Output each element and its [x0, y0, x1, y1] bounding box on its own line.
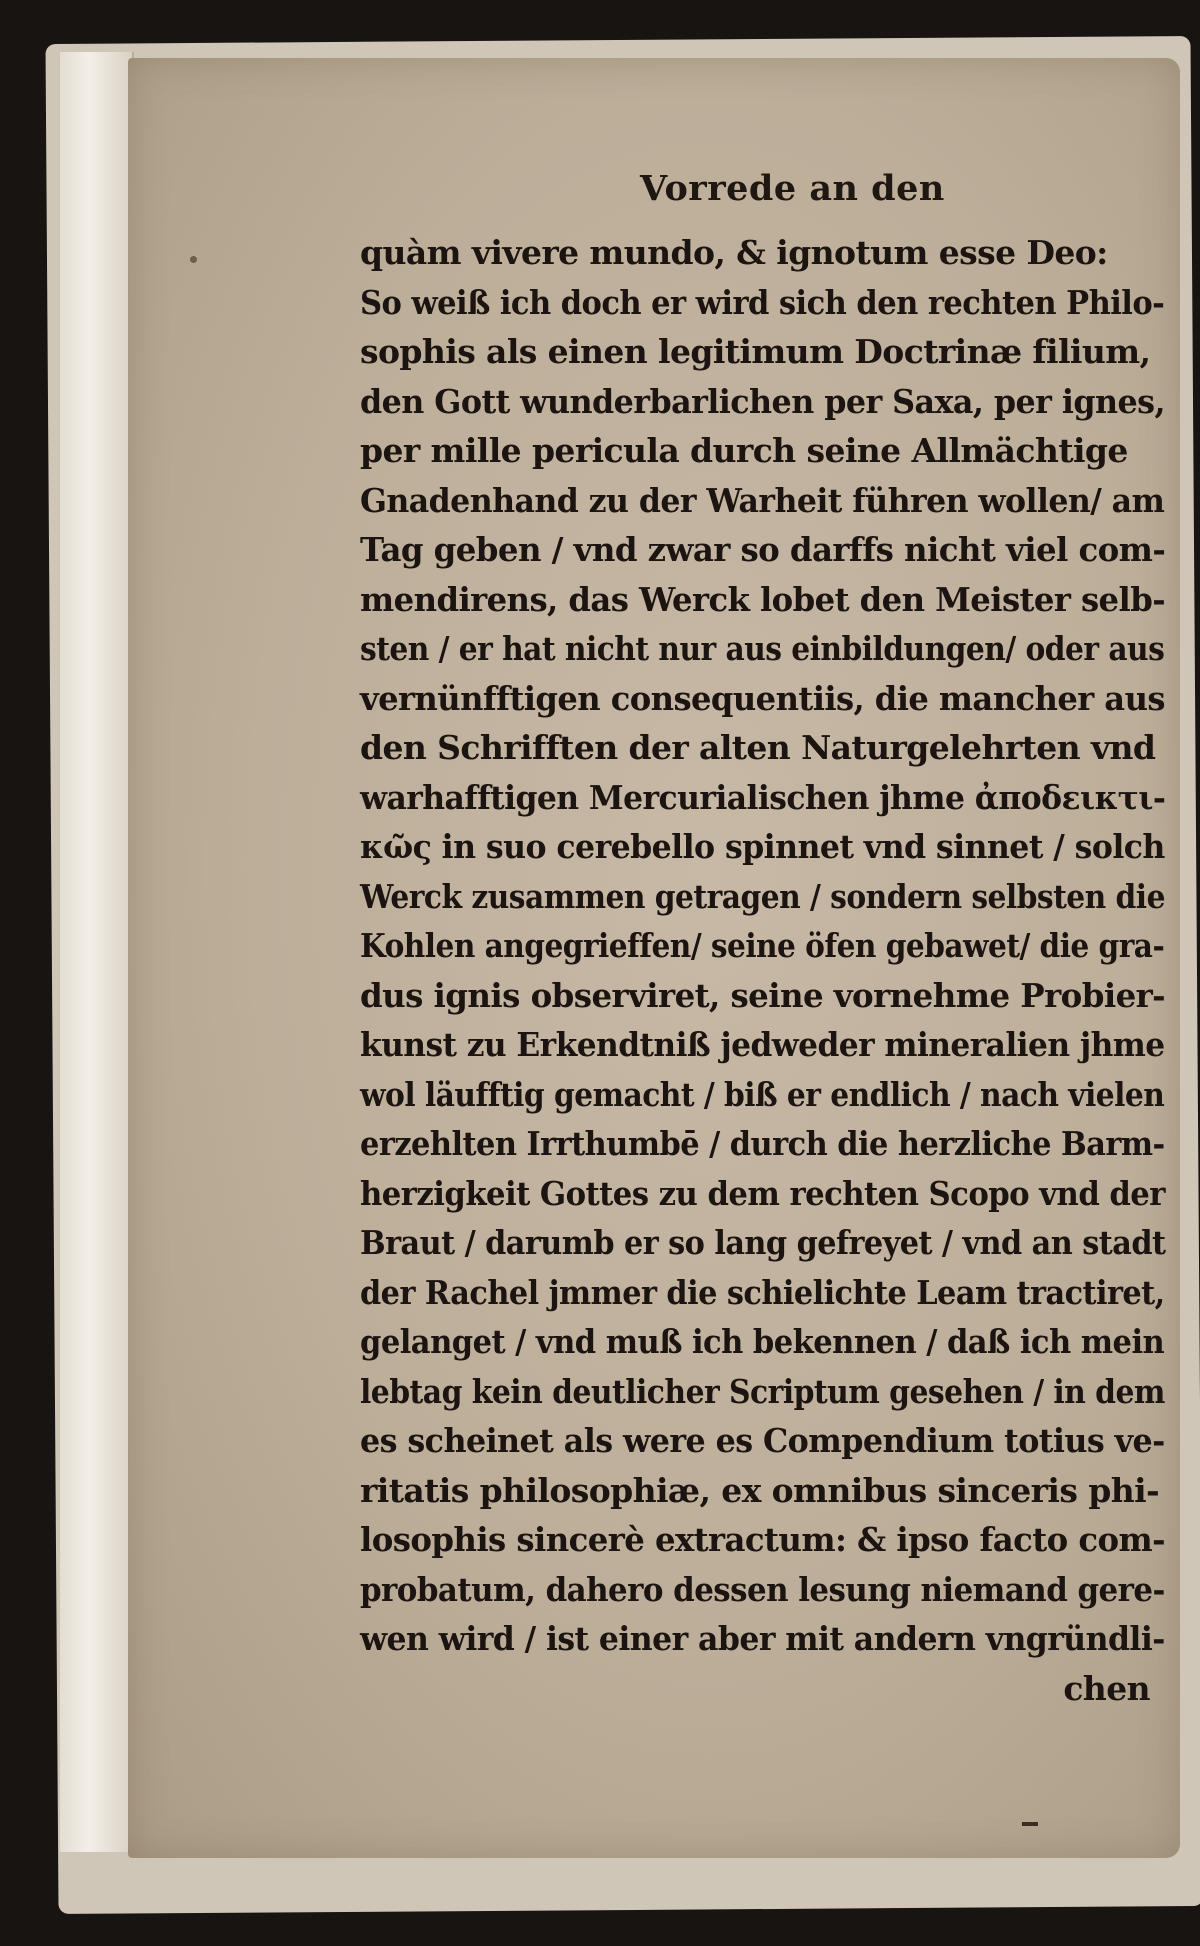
text-line: mendirens, das Werck lobet den Meister selb- [360, 579, 1166, 619]
catchword: chen [1063, 1668, 1150, 1708]
text-block [360, 228, 1165, 1713]
text-line: Kohlen angegrieffen/ seine öfen gebawet/ die gra- [360, 926, 1165, 965]
text-line: per mille pericula durch seine Allmächtige [360, 431, 1128, 470]
text-line: κῶς in suo cerebello spinnet vnd sinnet / solch [360, 827, 1165, 866]
signature-mark [1022, 1822, 1038, 1826]
text-line: warhafftigen Mercurialischen jhme ἀποδεικτι- [360, 777, 1166, 817]
running-head: Vorrede an den [640, 168, 945, 209]
text-line: herzigkeit Gottes zu dem rechten Scopo vnd der [360, 1173, 1165, 1213]
text-line: quàm vivere mundo, & ignotum esse Deo: [360, 233, 1108, 272]
text-line: dus ignis observiret, seine vornehme Probier- [360, 975, 1166, 1015]
text-line: Werck zusammen getragen / sondern selbsten die [360, 876, 1165, 916]
text-line: Braut / darumb er so lang gefreyet / vnd an stadt [360, 1223, 1166, 1262]
page-spot [190, 256, 197, 263]
text-line: Gnadenhand zu der Warheit führen wollen/ am [360, 480, 1165, 520]
text-line: ritatis philosophiæ, ex omnibus sinceris phi- [360, 1470, 1160, 1510]
text-line: lebtag kein deutlicher Scriptum gesehen / in dem [360, 1371, 1165, 1411]
text-line: der Rachel jmmer die schielichte Leam tractiret, [360, 1272, 1165, 1312]
text-line: erzehlten Irrthumbē / durch die herzliche Barm- [360, 1124, 1165, 1163]
text-line: losophis sincerè extractum: & ipso facto com- [360, 1520, 1165, 1559]
text-line: kunst zu Erkendtniß jedweder mineralien jhme [360, 1025, 1165, 1064]
text-line: So weiß ich doch er wird sich den rechten Philo- [360, 282, 1165, 322]
text-line: wen wird / ist einer aber mit andern vngründli- [360, 1619, 1165, 1658]
text-line: sten / er hat nicht nur aus einbildungen/ oder aus [360, 629, 1165, 668]
text-line: wol läufftig gemacht / biß er endlich / nach vielen [360, 1074, 1165, 1114]
text-line: probatum, dahero dessen lesung niemand gere- [360, 1569, 1165, 1609]
text-line: vernünfftigen consequentiis, die mancher aus [360, 678, 1165, 718]
text-line: den Schrifften der alten Naturgelehrten vnd [360, 728, 1156, 767]
page-stack-edge [60, 52, 134, 1852]
text-line: Tag geben / vnd zwar so darffs nicht viel com- [360, 530, 1166, 569]
text-line: gelanget / vnd muß ich bekennen / daß ich mein [360, 1322, 1165, 1361]
text-line: es scheinet als were es Compendium totius ve- [360, 1421, 1165, 1460]
text-line: den Gott wunderbarlichen per Saxa, per ignes, [360, 381, 1165, 421]
text-line: sophis als einen legitimum Doctrinæ filium, [360, 332, 1151, 371]
